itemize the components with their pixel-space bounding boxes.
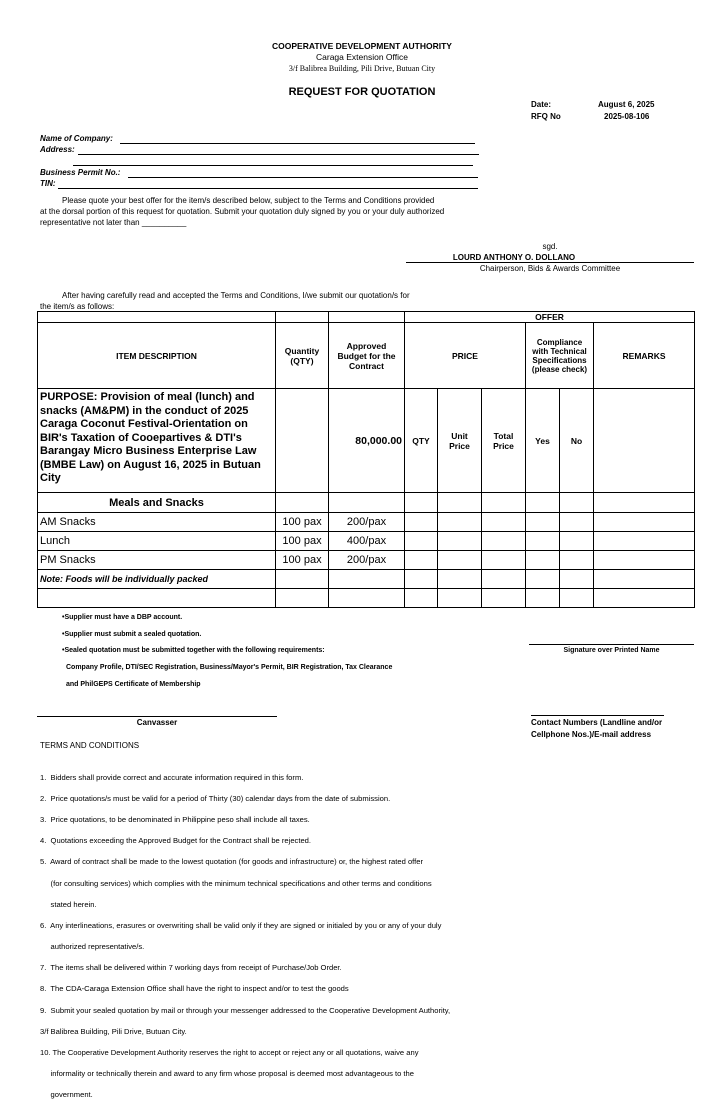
signature-line[interactable] [529,644,694,645]
date-label: Date: [531,100,552,109]
address-line-2[interactable] [73,165,473,166]
agency-name: COOPERATIVE DEVELOPMENT AUTHORITY [272,41,452,51]
acceptance-line-2: the item/s as follows: [40,302,115,311]
requirement-5: and PhilGEPS Certificate of Membership [66,681,201,688]
sub-total-price-header: Total Price [482,389,526,493]
sub-no-header: No [560,389,594,493]
rfq-label: RFQ No [531,112,561,121]
terms-item: government. [40,1090,93,1100]
requirement-2: •Supplier must submit a sealed quotation. [62,631,202,638]
terms-list [40,762,520,1112]
tin-line[interactable] [58,188,478,189]
approved-budget-header: Approved Budget for the Contract [329,323,405,389]
requirement-4: Company Profile, DTI/SEC Registration, Business/Mayor's Permit, BIR Registration, Tax Clearance [66,664,393,671]
remarks-cell[interactable] [594,532,695,551]
purpose-row [38,389,695,493]
purpose-description: PURPOSE: Provision of meal (lunch) and snacks (AM&PM) in the conduct of 2025 Caraga Coconut Festival-Orientation on BIR's Taxation of Cooepartives & DTI's Barangay Micro Business Enterprise Law (BMBE Law) on August 16, 2025 in Butuan City [38,389,276,493]
sub-unit-price-header: Unit Price [438,389,482,493]
table-row [38,532,695,551]
unit-price-cell[interactable] [438,551,482,570]
total-price-cell[interactable] [482,513,526,532]
item-description: PM Snacks [38,551,276,570]
terms-item: authorized representative/s. [40,942,145,952]
business-permit-line[interactable] [128,177,478,178]
table-row [38,513,695,532]
terms-item: 7. The items shall be delivered within 7 working days from receipt of Purchase/Job Order. [40,963,342,973]
terms-item: 8. The CDA-Caraga Extension Office shall have the right to inspect and/or to test the goods [40,984,349,994]
terms-item: 1. Bidders shall provide correct and accurate information required in this form. [40,772,304,782]
business-permit-label: Business Permit No.: [40,168,121,177]
offer-header-row [38,312,695,323]
office-name: Caraga Extension Office [316,52,408,62]
terms-item: 2. Price quotations/s must be valid for a period of Thirty (30) calendar days from the date of submission. [40,793,391,803]
no-checkbox-cell[interactable] [560,532,594,551]
item-qty: 100 pax [276,532,329,551]
table-row [38,551,695,570]
item-qty: 100 pax [276,551,329,570]
note-row [38,570,695,589]
offer-qty-cell[interactable] [405,551,438,570]
remarks-header: REMARKS [594,323,695,389]
price-header: PRICE [405,323,526,389]
sub-yes-header: Yes [526,389,560,493]
unit-price-cell[interactable] [438,513,482,532]
terms-item: 10. The Cooperative Development Authority reserves the right to accept or reject any or all quotations, waive any [40,1048,419,1058]
total-price-cell[interactable] [482,551,526,570]
date-value: August 6, 2025 [598,100,655,109]
terms-item: 9. Submit your sealed quotation by mail or through your messenger addressed to the Cooperative Development Authority, [40,1005,451,1015]
office-address: 3/f Balibrea Building, Pili Drive, Butuan City [288,64,436,73]
terms-item: 5. Award of contract shall be made to the lowest quotation (for goods and infrastructure) or, the highest rated offer [40,857,424,867]
group-row [38,493,695,513]
remarks-cell[interactable] [594,513,695,532]
item-abc: 200/pax [329,513,405,532]
group-label: Meals and Snacks [38,493,276,513]
canvasser-line[interactable] [37,716,277,717]
sgd-mark: sgd. [542,242,558,251]
rfq-value: 2025-08-106 [604,112,650,121]
yes-checkbox-cell[interactable] [526,551,560,570]
signatory-position: Chairperson, Bids & Awards Committee [479,264,621,273]
terms-item: 4. Quotations exceeding the Approved Budget for the Contract shall be rejected. [40,836,312,846]
intro-line-2: at the dorsal portion of this request for quotation. Submit your quotation duly signed by you or your duly authorized [40,207,445,216]
terms-item: informality or technically therein and award to any firm whose proposal is deemed most advantageous to the [40,1069,414,1079]
intro-line-3: representative not later than __________ [40,218,187,227]
item-description: AM Snacks [38,513,276,532]
terms-item: (for consulting services) which complies with the minimum technical specifications and other terms and conditions [40,878,432,888]
blank-row [38,589,695,608]
address-line[interactable] [78,154,479,155]
item-abc: 400/pax [329,532,405,551]
signatory-name: LOURD ANTHONY O. DOLLANO [452,253,576,262]
offer-qty-cell[interactable] [405,532,438,551]
item-abc: 200/pax [329,551,405,570]
compliance-header: Compliance with Technical Specifications (please check) [526,323,594,389]
terms-item: 3/f Balibrea Building, Pili Drive, Butuan City. [40,1026,187,1036]
total-price-cell[interactable] [482,532,526,551]
terms-item: 6. Any interlineations, erasures or overwriting shall be valid only if they are signed or initialed by you or any of your duly [40,920,442,930]
company-name-label: Name of Company: [40,134,113,143]
no-checkbox-cell[interactable] [560,551,594,570]
approved-budget-value: 80,000.00 [329,389,405,493]
intro-line-1: Please quote your best offer for the item/s described below, subject to the Terms and Conditions provided [62,196,435,205]
address-label: Address: [40,145,75,154]
document-title: REQUEST FOR QUOTATION [288,86,436,98]
signature-label: Signature over Printed Name [563,647,660,654]
quotation-table [37,311,695,608]
terms-title: TERMS AND CONDITIONS [40,741,140,750]
terms-item: 3. Price quotations, to be denominated in Philippine peso shall include all taxes. [40,814,310,824]
item-description-header: ITEM DESCRIPTION [38,323,276,389]
contact-label-1: Contact Numbers (Landline and/or [531,718,663,727]
company-name-line[interactable] [120,143,475,144]
item-qty: 100 pax [276,513,329,532]
item-description: Lunch [38,532,276,551]
requirement-3: •Sealed quotation must be submitted together with the following requirements: [62,647,325,654]
acceptance-line-1: After having carefully read and accepted the Terms and Conditions, I/we submit our quotation/s for [62,291,410,300]
quantity-header: Quantity (QTY) [276,323,329,389]
terms-item: stated herein. [40,899,97,909]
canvasser-label: Canvasser [136,718,178,727]
sub-qty-header: QTY [405,389,438,493]
unit-price-cell[interactable] [438,532,482,551]
purpose-remarks[interactable] [594,389,695,493]
column-header-row [38,323,695,389]
tin-label: TIN: [40,179,56,188]
purpose-qty[interactable] [276,389,329,493]
yes-checkbox-cell[interactable] [526,532,560,551]
requirement-1: •Supplier must have a DBP account. [62,614,183,621]
no-checkbox-cell[interactable] [560,513,594,532]
note-text: Note: Foods will be individually packed [38,570,276,589]
remarks-cell[interactable] [594,551,695,570]
offer-qty-cell[interactable] [405,513,438,532]
contact-label-2: Cellphone Nos.)/E-mail address [531,730,652,739]
yes-checkbox-cell[interactable] [526,513,560,532]
contact-line[interactable] [531,715,664,716]
offer-header: OFFER [405,312,695,323]
